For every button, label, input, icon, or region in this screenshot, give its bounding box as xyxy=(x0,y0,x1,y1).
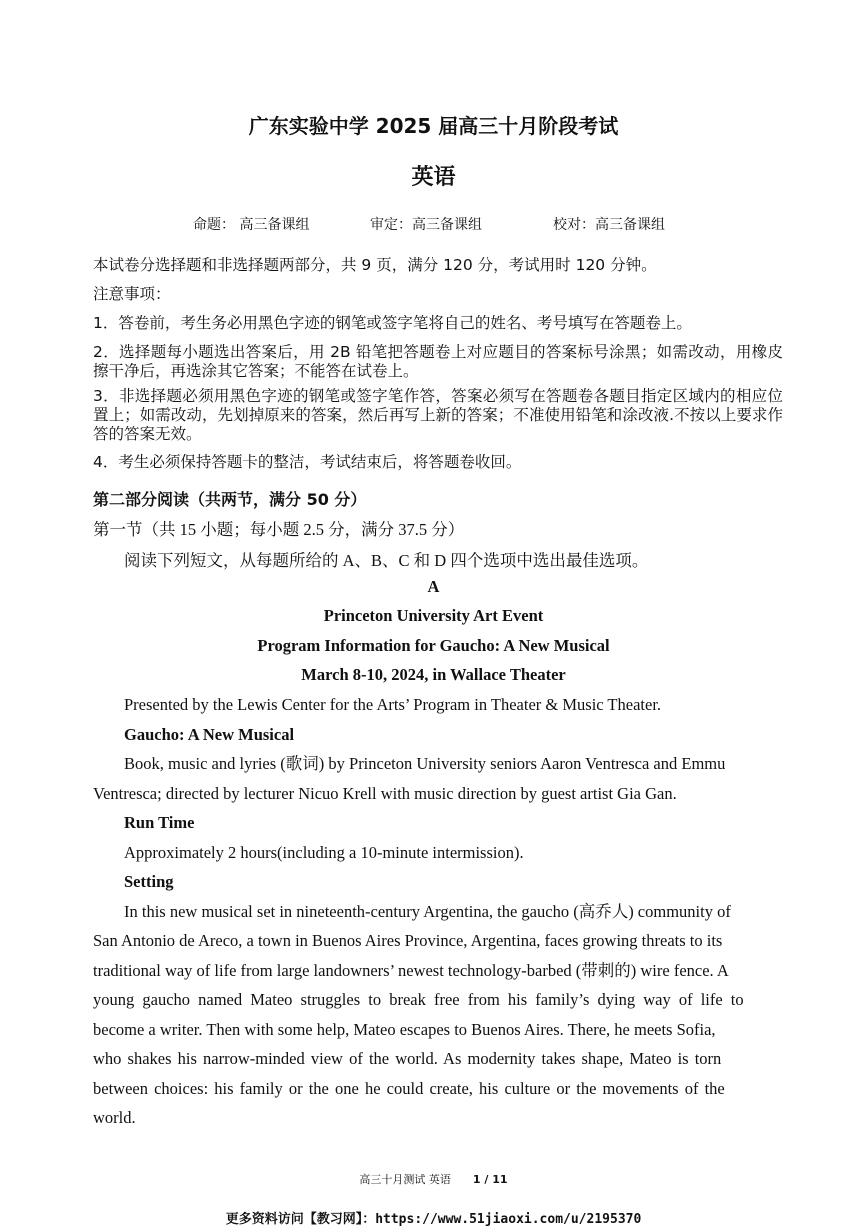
passage-letter: A xyxy=(427,577,440,596)
subsection-title: 第一节（共 15 小题；每小题 2.5 分，满分 37.5 分） xyxy=(93,520,465,539)
passage-heading: Princeton University Art Event xyxy=(323,606,544,625)
credit-review: 审定：高三备课组 xyxy=(370,217,482,233)
credits-paragraph-line: Book, music and lyries (歌词) by Princeton University seniors Aaron Ventresca and Emmu xyxy=(124,754,726,773)
page-footer xyxy=(0,1171,867,1187)
exam-title: 广东实验中学 2025 届高三十月阶段考试 xyxy=(248,114,619,138)
setting-line: traditional way of life from large landowners’ newest technology-barbed (带刺的) wire fence. A xyxy=(93,961,729,980)
presented-line: Presented by the Lewis Center for the Arts’ Program in Theater & Music Theater. xyxy=(124,695,662,714)
footer-label: 高三十月测试 英语 xyxy=(359,1173,451,1186)
exam-intro: 本试卷分选择题和非选择题两部分，共 9 页，满分 120 分，考试用时 120 分钟。 xyxy=(93,256,657,274)
runtime-heading: Run Time xyxy=(124,813,195,832)
credits-paragraph-line: Ventresca; directed by lecturer Nicuo Krell with music direction by guest artist Gia Gan. xyxy=(93,784,677,803)
passage-heading: March 8-10, 2024, in Wallace Theater xyxy=(301,665,566,684)
page-number: 1 / 11 xyxy=(472,1173,508,1186)
notice-item: 3．非选择题必须用黑色字迹的钢笔或签字笔作答，答案必须写在答题卷各题目指定区域内的相应位置上；如需改动，先划掉原来的答案，然后再写上新的答案；不准使用铅笔和涂改液.不按以上要求作答的答案无效。 xyxy=(93,387,783,443)
setting-line: young gaucho named Mateo struggles to break free from his family’s dying way of life to xyxy=(93,990,744,1009)
subject-title: 英语 xyxy=(411,165,456,190)
credit-proofread: 校对：高三备课组 xyxy=(553,217,665,233)
notice-item: 1．答卷前，考生务必用黑色字迹的钢笔或签字笔将自己的姓名、考号填写在答题卷上。 xyxy=(93,314,692,332)
setting-line: between choices: his family or the one he could create, his culture or the movements of the xyxy=(93,1079,725,1098)
setting-line: world. xyxy=(93,1108,136,1127)
setting-heading: Setting xyxy=(124,872,174,891)
resource-link[interactable]: 更多资料访问【教习网】：https://www.51jiaoxi.com/u/2195370 xyxy=(225,1212,642,1227)
runtime-text: Approximately 2 hours(including a 10-minute intermission). xyxy=(124,843,524,862)
notice-item: 2．选择题每小题选出答案后，用 2B 铅笔把答题卷上对应题目的答案标号涂黑；如需改动，用橡皮擦干净后，再选涂其它答案；不能答在试卷上。 xyxy=(93,343,783,380)
notice-title: 注意事项： xyxy=(93,285,171,303)
part-title: 第二部分阅读（共两节，满分 50 分） xyxy=(93,490,367,509)
setting-line: who shakes his narrow-minded view of the world. As modernity takes shape, Mateo is torn xyxy=(93,1049,722,1068)
credit-proposition: 命题： 高三备课组 xyxy=(193,217,310,233)
setting-line: San Antonio de Areco, a town in Buenos Aires Province, Argentina, faces growing threats to its xyxy=(93,931,723,950)
musical-title: Gaucho: A New Musical xyxy=(124,725,295,744)
notice-item: 4．考生必须保持答题卡的整洁，考试结束后，将答题卷收回。 xyxy=(93,453,522,471)
setting-line: In this new musical set in nineteenth-century Argentina, the gaucho (高乔人) community of xyxy=(124,902,731,921)
setting-line: become a writer. Then with some help, Mateo escapes to Buenos Aires. There, he meets Sofia, xyxy=(93,1020,716,1039)
passage-heading: Program Information for Gaucho: A New Musical xyxy=(257,636,610,655)
reading-direction: 阅读下列短文，从每题所给的 A、B、C 和 D 四个选项中选出最佳选项。 xyxy=(124,551,649,570)
